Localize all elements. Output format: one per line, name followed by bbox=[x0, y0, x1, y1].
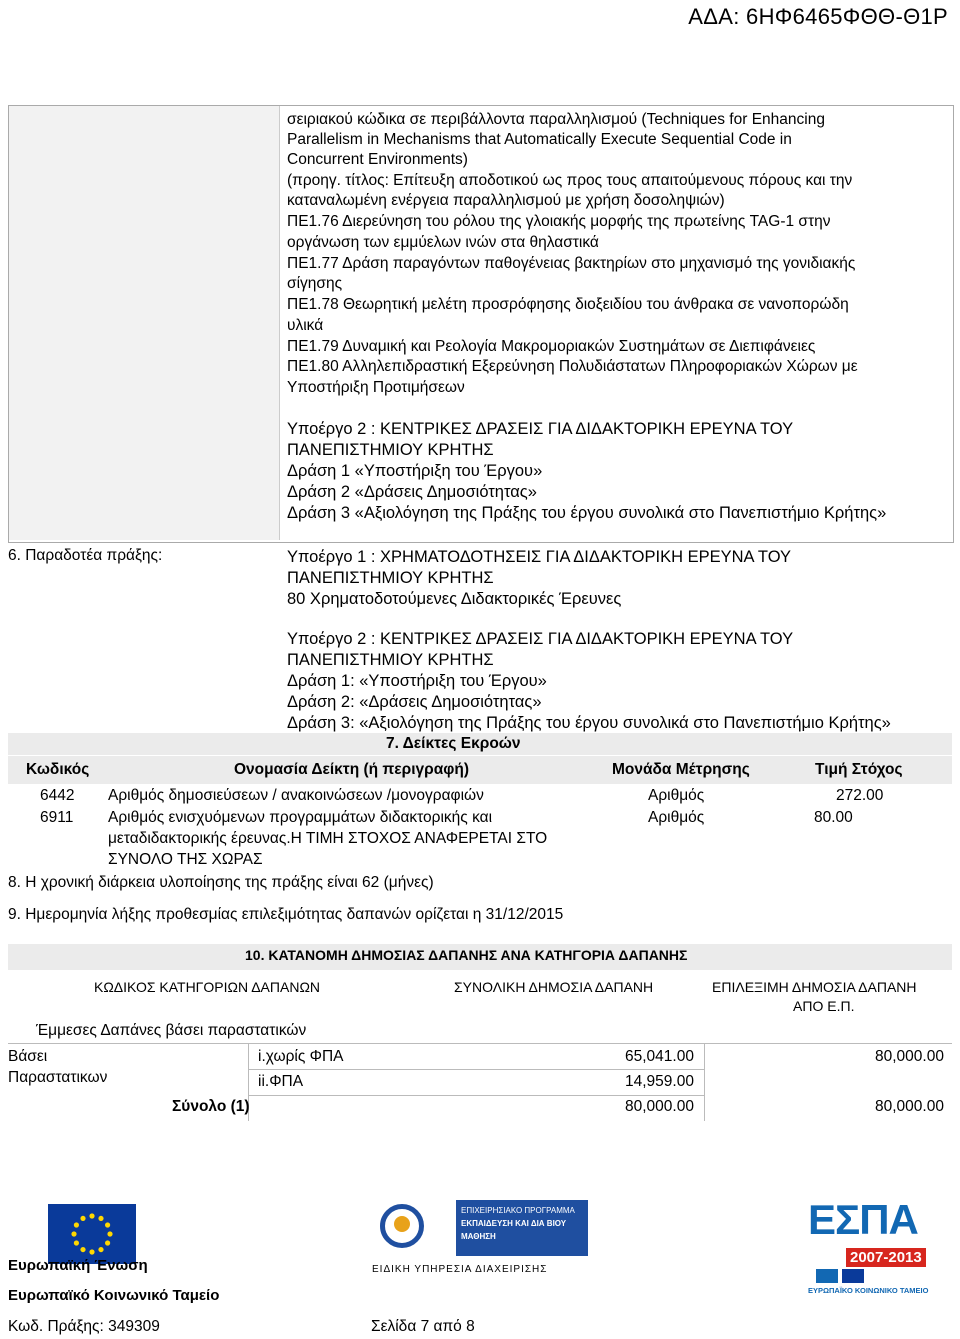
text-line: ΠΕ1.76 Διερεύνηση του ρόλου της γλοιακής μορφής της πρωτείνης TAG-1 στην bbox=[287, 213, 831, 230]
row-without-vat-eligible: 80,000.00 bbox=[875, 1048, 944, 1065]
text-line: Υποέργο 2 : ΚΕΝΤΡΙΚΕΣ ΔΡΑΣΕΙΣ ΓΙΑ ΔΙΔΑΚΤΟΡΙΚΗ ΕΡΕΥΝΑ ΤΟΥ bbox=[287, 630, 794, 648]
text-line: (προηγ. τίτλος: Επίτευξη αποδοτικού ως προς τους απαιτούμενους πόρους και την bbox=[287, 172, 853, 189]
text-line: 80 Χρηματοδοτούμενες Διδακτορικές Έρευνες bbox=[287, 590, 622, 608]
row-vat-label: ii.ΦΠΑ bbox=[258, 1073, 304, 1090]
row-without-vat-label: i.χωρίς ΦΠΑ bbox=[258, 1048, 344, 1065]
divider bbox=[248, 1095, 704, 1096]
text-line: Υποέργο 2 : ΚΕΝΤΡΙΚΕΣ ΔΡΑΣΕΙΣ ΓΙΑ ΔΙΔΑΚΤΟΡΙΚΗ ΕΡΕΥΝΑ ΤΟΥ bbox=[287, 420, 794, 438]
eu-star-icon bbox=[105, 1222, 110, 1227]
ada-code: ΑΔΑ: 6ΗΦ6465ΦΘΘ-Θ1Ρ bbox=[688, 4, 948, 29]
divider bbox=[8, 1043, 952, 1044]
espa-caption: ΕΥΡΩΠΑΪΚΟ ΚΟΙΝΩΝΙΚΟ ΤΑΜΕΙΟ bbox=[808, 1286, 929, 1295]
eu-flag-icon bbox=[48, 1204, 136, 1264]
text-line: Δράση 1 «Υποστήριξη του Έργου» bbox=[287, 462, 543, 480]
sum-total: 80,000.00 bbox=[625, 1098, 694, 1115]
col-code-header: Κωδικός bbox=[26, 761, 90, 778]
indirect-costs-label: Έμμεσες Δαπάνες βάσει παραστατικών bbox=[36, 1022, 307, 1039]
text-line: ΠΕ1.77 Δράση παραγόντων παθογένειας βακτηρίων στο μηχανισμό της γονιδιακής bbox=[287, 255, 856, 272]
text-line: Concurrent Environments) bbox=[287, 151, 468, 168]
eu-star-icon bbox=[98, 1247, 103, 1252]
greek-flag-icon bbox=[816, 1269, 838, 1283]
eu-star-icon bbox=[74, 1240, 79, 1245]
text-line: σειριακού κώδικα σε περιβάλλοντα παραλληλισμού (Techniques for Enhancing bbox=[287, 111, 825, 128]
indicator-unit: Αριθμός bbox=[648, 787, 705, 804]
row-without-vat-total: 65,041.00 bbox=[625, 1048, 694, 1065]
eu-flag-small-icon bbox=[842, 1269, 864, 1283]
eu-star-icon bbox=[98, 1216, 103, 1221]
text-line: Δράση 2 «Δράσεις Δημοσιότητας» bbox=[287, 483, 537, 501]
program-logo-caption: ΕΙΔΙΚΗ ΥΠΗΡΕΣΙΑ ΔΙΑΧΕΙΡΙΣΗΣ bbox=[372, 1264, 548, 1275]
col-unit-header: Μονάδα Μέτρησης bbox=[612, 761, 750, 778]
text-line: ΠΕ1.79 Δυναμική και Ρεολογία Μακρομοριακών Συστημάτων σε Διεπιφάνειες bbox=[287, 338, 816, 355]
indicator-code: 6911 bbox=[40, 809, 74, 826]
eu-star-icon bbox=[74, 1222, 79, 1227]
text-line: ΠΑΝΕΠΙΣΤΗΜΙΟΥ ΚΡΗΤΗΣ bbox=[287, 651, 494, 669]
col-category-header: ΚΩΔΙΚΟΣ ΚΑΤΗΓΟΡΙΩΝ ΔΑΠΑΝΩΝ bbox=[94, 979, 321, 995]
indicator-code: 6442 bbox=[40, 787, 75, 804]
eu-star-icon bbox=[107, 1231, 112, 1236]
eu-star-icon bbox=[80, 1247, 85, 1252]
text-line: σίγησης bbox=[287, 275, 343, 292]
eu-label: Ευρωπαϊκή Ένωση bbox=[8, 1257, 148, 1274]
text-line: Parallelism in Mechanisms that Automatically Execute Sequential Code in bbox=[287, 131, 792, 148]
basis-label: Βάσει bbox=[8, 1048, 48, 1065]
eu-star-icon bbox=[105, 1240, 110, 1245]
text-line: ΠΑΝΕΠΙΣΤΗΜΙΟΥ ΚΡΗΤΗΣ bbox=[287, 441, 494, 459]
text-line: ΠΕ1.78 Θεωρητική μελέτη προσρόφησης διοξειδίου του άνθρακα σε νανοπορώδη bbox=[287, 296, 849, 313]
project-code: Κωδ. Πράξης: 349309 bbox=[8, 1318, 160, 1335]
text-line: ΠΕ1.80 Αλληλεπιδραστική Εξερεύνηση Πολυδιάστατων Πληροφοριακών Χώρων με bbox=[287, 358, 858, 375]
section10-title: 10. ΚΑΤΑΝΟΜΗ ΔΗΜΟΣΙΑΣ ΔΑΠΑΝΗΣ ΑΝΑ ΚΑΤΗΓΟΡΙΑ ΔΑΠΑΝΗΣ bbox=[245, 947, 688, 963]
text-line: Υποέργο 1 : ΧΡΗΜΑΤΟΔΟΤΗΣΕΙΣ ΓΙΑ ΔΙΔΑΚΤΟΡΙΚΗ ΕΡΕΥΝΑ ΤΟΥ bbox=[287, 548, 792, 566]
text-line: Δράση 2: «Δράσεις Δημοσιότητας» bbox=[287, 693, 542, 711]
indicator-unit: Αριθμός bbox=[648, 809, 705, 826]
espa-logo bbox=[808, 1196, 956, 1296]
section7-header-bar bbox=[8, 756, 952, 784]
program-logo bbox=[372, 1198, 592, 1286]
eu-star-icon bbox=[80, 1216, 85, 1221]
text-line: Δράση 3: «Αξιολόγηση της Πράξης του έργου συνολικά στο Πανεπιστήμιο Κρήτης» bbox=[287, 714, 891, 732]
text-line: καταναλωμένη ενέργεια παραλληλισμού με χρήση δοσοληψιών) bbox=[287, 192, 725, 209]
espa-title: ΕΣΠΑ bbox=[808, 1196, 918, 1243]
text-line: οργάνωση των εμμύελων ινών στα θηλαστικά bbox=[287, 234, 599, 251]
program-logo-line: ΕΠΙΧΕΙΡΗΣΙΑΚΟ ΠΡΟΓΡΑΜΜΑ bbox=[461, 1206, 575, 1215]
text-line: Υποστήριξη Προτιμήσεων bbox=[287, 379, 465, 396]
text-line: Δράση 3 «Αξιολόγηση της Πράξης του έργου συνολικά στο Πανεπιστήμιο Κρήτης» bbox=[287, 504, 887, 522]
col-total-header: ΣΥΝΟΛΙΚΗ ΔΗΜΟΣΙΑ ΔΑΠΑΝΗ bbox=[454, 979, 654, 995]
indicator-name: μεταδιδακτορικής έρευνας.Η ΤΙΜΗ ΣΤΟΧΟΣ ΑΝΑΦΕΡΕΤΑΙ ΣΤΟ bbox=[108, 830, 548, 847]
col-eligible-header-2: ΑΠΟ Ε.Π. bbox=[793, 998, 855, 1014]
divider bbox=[248, 1069, 704, 1070]
indicator-target: 272.00 bbox=[836, 787, 884, 804]
sum-eligible: 80,000.00 bbox=[875, 1098, 944, 1115]
divider bbox=[704, 1043, 705, 1121]
col-name-header: Ονομασία Δείκτη (ή περιγραφή) bbox=[234, 761, 469, 778]
text-line: ΠΑΝΕΠΙΣΤΗΜΙΟΥ ΚΡΗΤΗΣ bbox=[287, 569, 494, 587]
sum-label: Σύνολο (1) bbox=[172, 1098, 250, 1115]
section8-duration: 8. Η χρονική διάρκεια υλοποίησης της πράξης είναι 62 (μήνες) bbox=[8, 874, 434, 891]
section6-label: 6. Παραδοτέα πράξης: bbox=[8, 547, 163, 564]
program-logo-mark bbox=[372, 1198, 432, 1256]
col-target-header: Τιμή Στόχος bbox=[815, 761, 903, 778]
espa-years: 2007-2013 bbox=[846, 1248, 926, 1267]
page-number: Σελίδα 7 από 8 bbox=[371, 1318, 475, 1335]
indicator-name: ΣΥΝΟΛΟ ΤΗΣ ΧΩΡΑΣ bbox=[108, 851, 263, 868]
eu-star-icon bbox=[89, 1213, 94, 1218]
row-vat-total: 14,959.00 bbox=[625, 1073, 694, 1090]
text-line: Δράση 1: «Υποστήριξη του Έργου» bbox=[287, 672, 547, 690]
indicator-target: 80.00 bbox=[814, 809, 853, 826]
program-logo-line: ΕΚΠΑΙΔΕΥΣΗ ΚΑΙ ΔΙΑ ΒΙΟΥ ΜΑΘΗΣΗ bbox=[461, 1219, 567, 1241]
label-cell bbox=[9, 106, 280, 540]
indicator-name: Αριθμός δημοσιεύσεων / ανακοινώσεων /μονογραφιών bbox=[108, 787, 484, 804]
section7-title: 7. Δείκτες Εκροών bbox=[386, 735, 521, 752]
col-eligible-header: ΕΠΙΛΕΞΙΜΗ ΔΗΜΟΣΙΑ ΔΑΠΑΝΗ bbox=[712, 979, 917, 995]
section9-deadline: 9. Ημερομηνία λήξης προθεσμίας επιλεξιμότητας δαπανών ορίζεται η 31/12/2015 bbox=[8, 906, 564, 923]
eu-star-icon bbox=[89, 1249, 94, 1254]
text-line: υλικά bbox=[287, 317, 324, 334]
fund-label: Ευρωπαϊκό Κοινωνικό Ταμείο bbox=[8, 1287, 220, 1304]
indicator-name: Αριθμός ενισχυόμενων προγραμμάτων διδακτορικής και bbox=[108, 809, 493, 826]
eu-star-icon bbox=[71, 1231, 76, 1236]
basis-label-2: Παραστατικων bbox=[8, 1069, 108, 1086]
